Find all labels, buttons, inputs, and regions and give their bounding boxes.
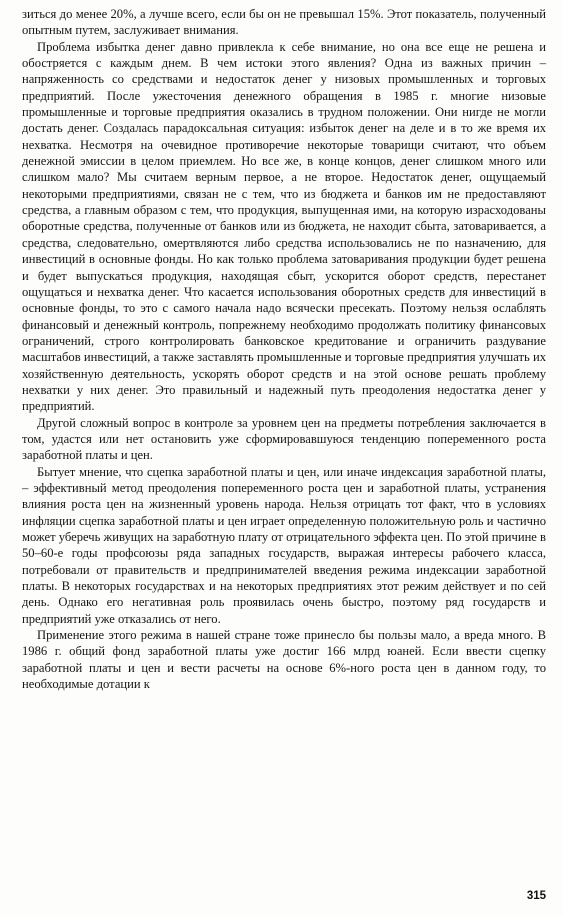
paragraph-2: Проблема избытка денег давно привлекла к себе внимание, но она все еще не решена и обостряется с каждым днем. В чем истоки этого явления? Одна из важных причин – напряженность со средствами и недостаток денег у низовых промышленных и торговых предприятий. После ужесточения денежного обращения в 1985 г. многие низовые промышленные и торговые предприятия оказались в трудном положении. Они нигде не могли достать денег. Создалась парадоксальная ситуация: избыток денег на деле и в то же время их нехватка. Несмотря на очевидное противоречие некоторые товарищи считают, что объем денежной эмиссии в целом приемлем. Но все же, в конце концов, денег слишком много или слишком мало? Мы считаем верным первое, а не второе. Недостаток денег, ощущаемый некоторыми предприятиями, связан не с тем, что из бюджета и банков им не предоставляют средства, а главным образом с тем, что продукция, выпущенная ими, на которую израсходованы оборотные средства, полученные от банков или из бюджета, не находит сбыта, затоваривается, а средства, следовательно, омертвляются либо средства использовались не по назначению, для инвестиций в основные фонды. Но как только проблема затоваривания продукции будет решена и будет выпускаться продукция, находящая сбыт, ускорится оборот средств, перестанет ощущаться и нехватка денег. Что касается использования оборотных средств для инвестиций в основные фонды, то это с самого начала надо всячески пресекать. Поэтому нельзя ослаблять финансовый и денежный контроль, попрежнему необходимо продолжать политику финансовых ограничений, строго контролировать банковское кредитование и ограничить раздувание масштабов инвестиций, а также заставлять промышленные и торговые предприятия улучшать их хозяйственную деятельность, ускорять оборот средств и на этой основе решать проблему нехватки у них денег. Это правильный и надежный путь преодоления недостатка денег у предприятий. [22,39,546,414]
page-number: 315 [526,890,546,902]
paragraph-1: зиться до менее 20%, а лучше всего, если бы он не превышал 15%. Этот показатель, полученный опытным путем, заслуживает внимания. [22,7,546,38]
paragraph-4: Бытует мнение, что сцепка заработной платы и цен, или иначе индексация заработной платы, – эффективный метод преодоления попеременного роста цен и заработной платы, устранения влияния роста цен на жизненный уровень народа. Нельзя отрицать тот факт, что в условиях инфляции сцепка заработной платы и цен играет определенную положительную роль и частично может уберечь живущих на заработную плату от отрицательного эффекта цен. По этой причине в 50–60-е годы профсоюзы ряда западных государств, выражая интересы рабочего класса, потребовали от правительств и предпринимателей введения режима индексации заработной платы. В некоторых государствах и на некоторых предприятиях этот режим действует и по сей день. Однако его негативная роль проявилась очень быстро, поэтому ряд государств и предприятий уже отказались от него. [22,464,546,626]
paragraph-5: Применение этого режима в нашей стране тоже принесло бы пользы мало, а вреда много. В 1986 г. общий фонд заработной платы уже достиг 166 млрд юаней. Если ввести сцепку заработной платы и цен и вести расчеты на основе 6%-ного роста цен в данном году, то необходимые дотации к [22,628,546,692]
body-text [22,6,546,692]
paragraph-3: Другой сложный вопрос в контроле за уровнем цен на предметы потребления заключается в том, удастся или нет остановить уже сформировавшуюся тенденцию попеременного роста заработной платы и цен. [22,415,546,463]
